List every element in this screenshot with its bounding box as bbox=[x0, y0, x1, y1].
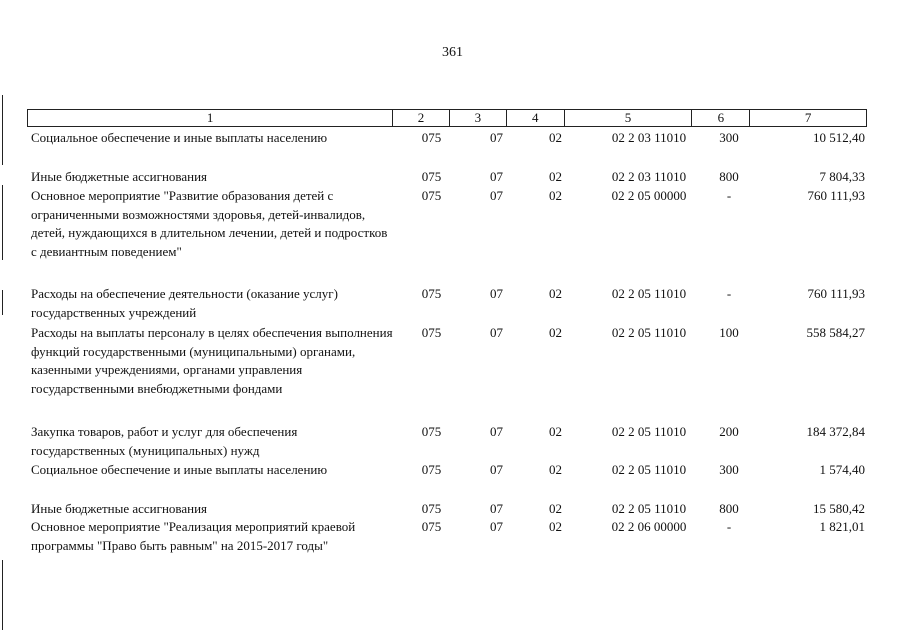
row-admin-code: 075 bbox=[421, 188, 442, 203]
row-expense-type: 300 bbox=[719, 130, 739, 145]
row-admin-code: 075 bbox=[421, 130, 442, 145]
table-row bbox=[31, 285, 865, 322]
row-expense-type: 800 bbox=[719, 501, 739, 516]
row-section: 07 bbox=[490, 424, 503, 439]
row-target-article: 02 2 05 00000 bbox=[611, 188, 687, 203]
row-expense-type: 100 bbox=[719, 325, 739, 340]
row-section: 07 bbox=[490, 169, 503, 184]
margin-line bbox=[2, 95, 3, 165]
table-row bbox=[31, 168, 865, 187]
table-row bbox=[31, 518, 865, 555]
row-amount: 760 111,93 bbox=[807, 286, 865, 301]
row-amount: 558 584,27 bbox=[806, 325, 865, 340]
table-row bbox=[31, 423, 865, 460]
row-admin-code: 075 bbox=[421, 501, 442, 516]
row-name: Социальное обеспечение и иные выплаты населению bbox=[31, 462, 328, 477]
row-subsection: 02 bbox=[549, 501, 562, 516]
header-col-1: 1 bbox=[28, 110, 393, 126]
row-amount: 760 111,93 bbox=[807, 188, 865, 203]
row-expense-type: - bbox=[726, 286, 732, 301]
row-subsection: 02 bbox=[549, 188, 562, 203]
row-subsection: 02 bbox=[549, 424, 562, 439]
margin-line bbox=[2, 560, 3, 630]
table-row bbox=[31, 324, 865, 398]
row-section: 07 bbox=[490, 501, 503, 516]
table-row bbox=[31, 500, 865, 519]
row-name: Социальное обеспечение и иные выплаты населению bbox=[31, 130, 328, 145]
table-row bbox=[31, 187, 865, 261]
row-subsection: 02 bbox=[549, 519, 562, 534]
row-name: Закупка товаров, работ и услуг для обеспечения государственных (муниципальных) нужд bbox=[31, 424, 298, 458]
row-admin-code: 075 bbox=[421, 424, 442, 439]
row-target-article: 02 2 05 11010 bbox=[611, 286, 687, 301]
row-target-article: 02 2 03 11010 bbox=[611, 169, 687, 184]
row-target-article: 02 2 06 00000 bbox=[611, 519, 687, 534]
row-expense-type: 200 bbox=[719, 424, 739, 439]
margin-line bbox=[2, 185, 3, 260]
row-admin-code: 075 bbox=[421, 462, 442, 477]
row-expense-type: - bbox=[726, 188, 732, 203]
table-row bbox=[31, 461, 865, 480]
row-admin-code: 075 bbox=[421, 169, 442, 184]
row-section: 07 bbox=[490, 519, 503, 534]
row-amount: 1 574,40 bbox=[819, 462, 865, 477]
row-section: 07 bbox=[490, 130, 503, 145]
row-expense-type: 300 bbox=[719, 462, 739, 477]
margin-line bbox=[2, 290, 3, 315]
row-name: Расходы на обеспечение деятельности (оказание услуг) государственных учреждений bbox=[31, 286, 338, 320]
header-col-3: 3 bbox=[450, 110, 507, 126]
row-subsection: 02 bbox=[549, 286, 562, 301]
row-admin-code: 075 bbox=[421, 519, 442, 534]
row-subsection: 02 bbox=[549, 462, 562, 477]
row-subsection: 02 bbox=[549, 130, 562, 145]
row-name: Расходы на выплаты персоналу в целях обеспечения выполнения функций государственными (муниципальными) органами, казенными учреждениями, органами управления государственными внебюджетными фондами bbox=[31, 325, 393, 396]
row-amount: 7 804,33 bbox=[819, 169, 865, 184]
header-col-7: 7 bbox=[804, 110, 812, 125]
row-subsection: 02 bbox=[549, 169, 562, 184]
row-admin-code: 075 bbox=[421, 286, 442, 301]
page-number: 361 bbox=[442, 45, 463, 60]
row-amount: 1 821,01 bbox=[819, 519, 865, 534]
row-section: 07 bbox=[490, 188, 503, 203]
row-name: Иные бюджетные ассигнования bbox=[31, 501, 208, 516]
row-amount: 15 580,42 bbox=[813, 501, 865, 516]
table-row bbox=[31, 129, 865, 148]
row-name: Иные бюджетные ассигнования bbox=[31, 169, 208, 184]
header-col-4: 4 bbox=[507, 110, 565, 126]
row-target-article: 02 2 05 11010 bbox=[611, 462, 687, 477]
row-section: 07 bbox=[490, 286, 503, 301]
table-header bbox=[27, 109, 867, 127]
row-amount: 184 372,84 bbox=[806, 424, 865, 439]
row-name: Основное мероприятие "Развитие образования детей с ограниченными возможностями здоровья, детей-инвалидов, детей, нуждающихся в длительном лечении, детей и подростков с девиантным поведением" bbox=[31, 188, 388, 259]
row-expense-type: - bbox=[726, 519, 732, 534]
header-col-5: 5 bbox=[565, 110, 693, 126]
row-target-article: 02 2 05 11010 bbox=[611, 424, 687, 439]
row-section: 07 bbox=[490, 462, 503, 477]
row-name: Основное мероприятие "Реализация мероприятий краевой программы "Право быть равным" на 2015-2017 годы" bbox=[31, 519, 356, 553]
row-admin-code: 075 bbox=[421, 325, 442, 340]
row-section: 07 bbox=[490, 325, 503, 340]
header-col-2: 2 bbox=[393, 110, 450, 126]
row-target-article: 02 2 03 11010 bbox=[611, 130, 687, 145]
row-target-article: 02 2 05 11010 bbox=[611, 325, 687, 340]
row-expense-type: 800 bbox=[719, 169, 739, 184]
row-target-article: 02 2 05 11010 bbox=[611, 501, 687, 516]
header-col-6: 6 bbox=[692, 110, 750, 126]
row-subsection: 02 bbox=[549, 325, 562, 340]
row-amount: 10 512,40 bbox=[813, 130, 865, 145]
